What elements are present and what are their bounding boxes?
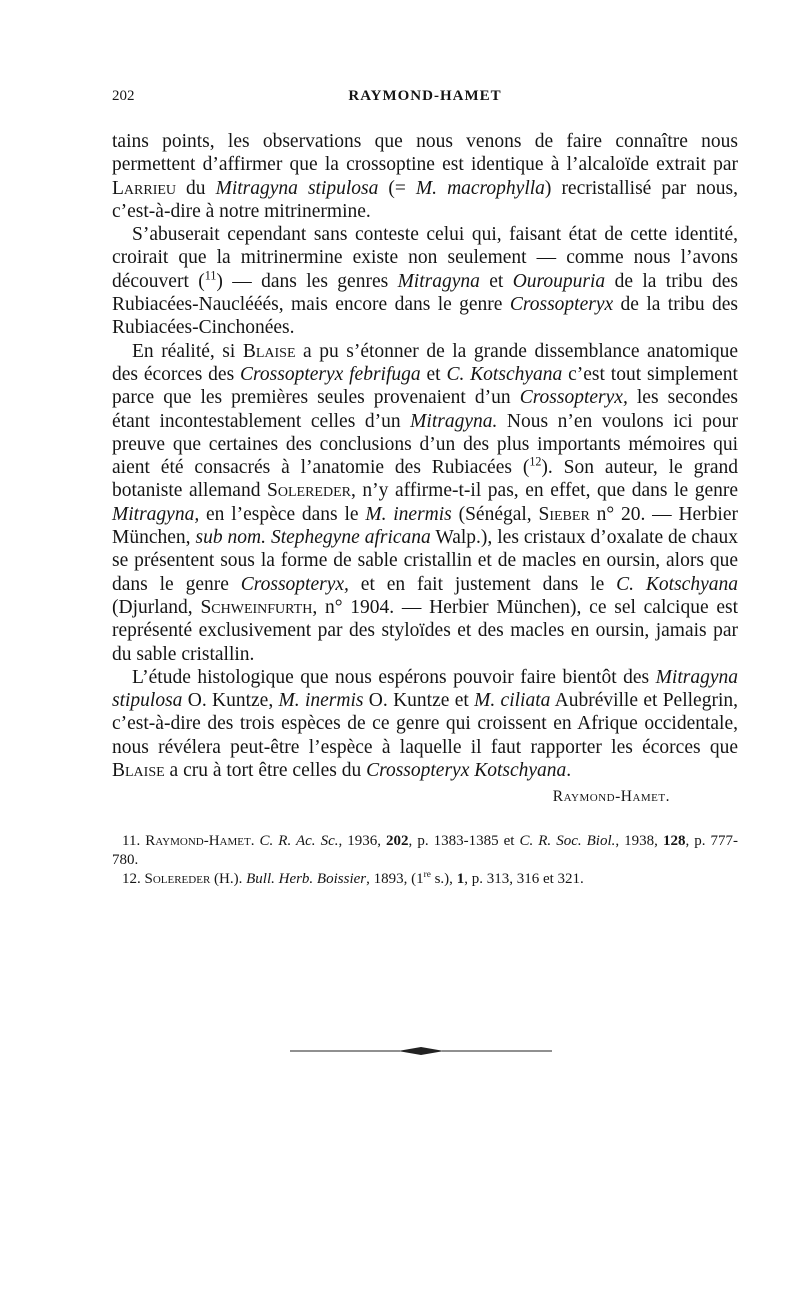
species-name: C. Kotschyana — [446, 363, 563, 385]
paragraph-4: L’étude histologique que nous espérons pouvoir faire bientôt des Mitragyna stipulosa O. Kuntze, M. inermis O. Kuntze et M. ciliata Aubréville et Pellegrin, c’est-à-dire des trois espèces de ce genre qui croissent en Afrique occidentale, nous révélera peut-être l’espèce à laquelle il faut rapporter les écorces que Blaise a cru à tort être celles du Crossopteryx Kotschyana. — [112, 666, 738, 782]
author-blaise: Blaise — [112, 760, 165, 782]
body-text — [112, 130, 738, 806]
species-name: M. inermis — [365, 503, 452, 525]
author-solereder: Solereder — [267, 480, 351, 502]
collector-sieber: Sieber — [538, 503, 590, 525]
genus-name: Mitragyna. — [410, 410, 498, 432]
genus-name: Ouroupuria — [512, 270, 606, 292]
species-name: Mitragyna stipulosa — [215, 177, 379, 199]
species-name: Mitragyna stipulosa — [112, 666, 738, 712]
genus-name: Crossopteryx — [509, 294, 614, 316]
genus-name: Mitragyna — [397, 270, 480, 292]
author-blaise: Blaise — [242, 340, 296, 362]
running-title: RAYMOND-HAMET — [348, 88, 502, 104]
collector-schweinfurth: Schweinfurth — [200, 596, 313, 618]
genus-name: Crossopteryx, — [240, 573, 349, 595]
author-larrieu: Larrieu — [112, 177, 177, 199]
page — [112, 88, 738, 889]
paragraph-1: tains points, les observations que nous venons de faire connaître nous permettent d’affirmer que la crossoptine est identique à l’alcaloïde extrait par Larrieu du Mitragyna stipulosa (= M. macrophylla) recristallisé par nous, c’est-à-dire à notre mitrinermine. — [112, 131, 738, 222]
footnote-11: 11. Raymond-Hamet. C. R. Ac. Sc., 1936, 202, p. 1383-1385 et C. R. Soc. Biol., 1938, 128, p. 777-780. — [112, 833, 739, 869]
page-number: 202 — [112, 88, 135, 104]
paragraph-3: En réalité, si Blaise a pu s’étonner de la grande dissemblance anatomique des écorces des Crossopteryx febrifuga et C. Kotschyana c’est tout simplement parce que les premières seules provenaient d’un Crossopteryx, les secondes étant incontestablement celles d’un Mitragyna. Nous n’en voulons ici pour preuve que certaines des conclusions d’un des plus importants mémoires qui aient été consacrés à l’anatomie des Rubiacées ($^{12}$). Son auteur, le grand botaniste allemand Solereder, n’y affirme-t-il pas, en effet, que dans le genre Mitragyna, en l’espèce dans le M. inermis (Sénégal, Sieber n° 20. — Herbier München, sub nom. Stephegyne africana Walp.), les cristaux d’oxalate de chaux se présentent sous la forme de sable cristallin et de macles en oursin, alors que dans le genre Crossopteryx, et en fait justement dans le C. Kotschyana (Djurland, Schweinfurth, n° 1904. — Herbier München), ce sel calcique est représenté exclusivement par des styloïdes et des macles en oursin, jamais par du sable cristallin. — [112, 340, 739, 665]
page-header — [112, 88, 738, 114]
species-name: M. macrophylla — [415, 177, 545, 199]
species-name: M. ciliata — [474, 690, 551, 712]
footnotes — [112, 832, 738, 889]
footnote-ref-11: 11 — [204, 268, 217, 283]
species-name: C. Kotschyana — [616, 573, 738, 595]
genus-name: Crossopteryx, — [519, 387, 628, 409]
species-name: sub nom. Stephegyne africana — [195, 527, 431, 549]
species-name: Crossopteryx febrifuga — [240, 363, 421, 385]
footnote-12: 12. Solereder (H.). Bull. Herb. Boissier, 1893, (1re s.), 1, p. 313, 316 et 321. — [122, 870, 584, 888]
paragraph-2: S’abuserait cependant sans conteste celui qui, faisant état de cette identité, croirait que la mitrinermine existe non seulement — comme nous l’avons découvert ($^{11}$) — dans les genres Mitragyna et Ouroupuria de la tribu des Rubiacées-Nauclééés, mais encore dans le genre Crossopteryx de la tribu des Rubiacées-Cinchonées. — [112, 224, 738, 339]
species-name: Crossopteryx Kotschyana — [366, 760, 567, 782]
end-ornament-rule — [290, 1044, 552, 1058]
signature: Raymond-Hamet. — [552, 788, 670, 806]
footnote-ref-12: 12 — [529, 454, 542, 469]
genus-name: Mitragyna, — [112, 503, 200, 525]
species-name: M. inermis — [278, 690, 364, 712]
